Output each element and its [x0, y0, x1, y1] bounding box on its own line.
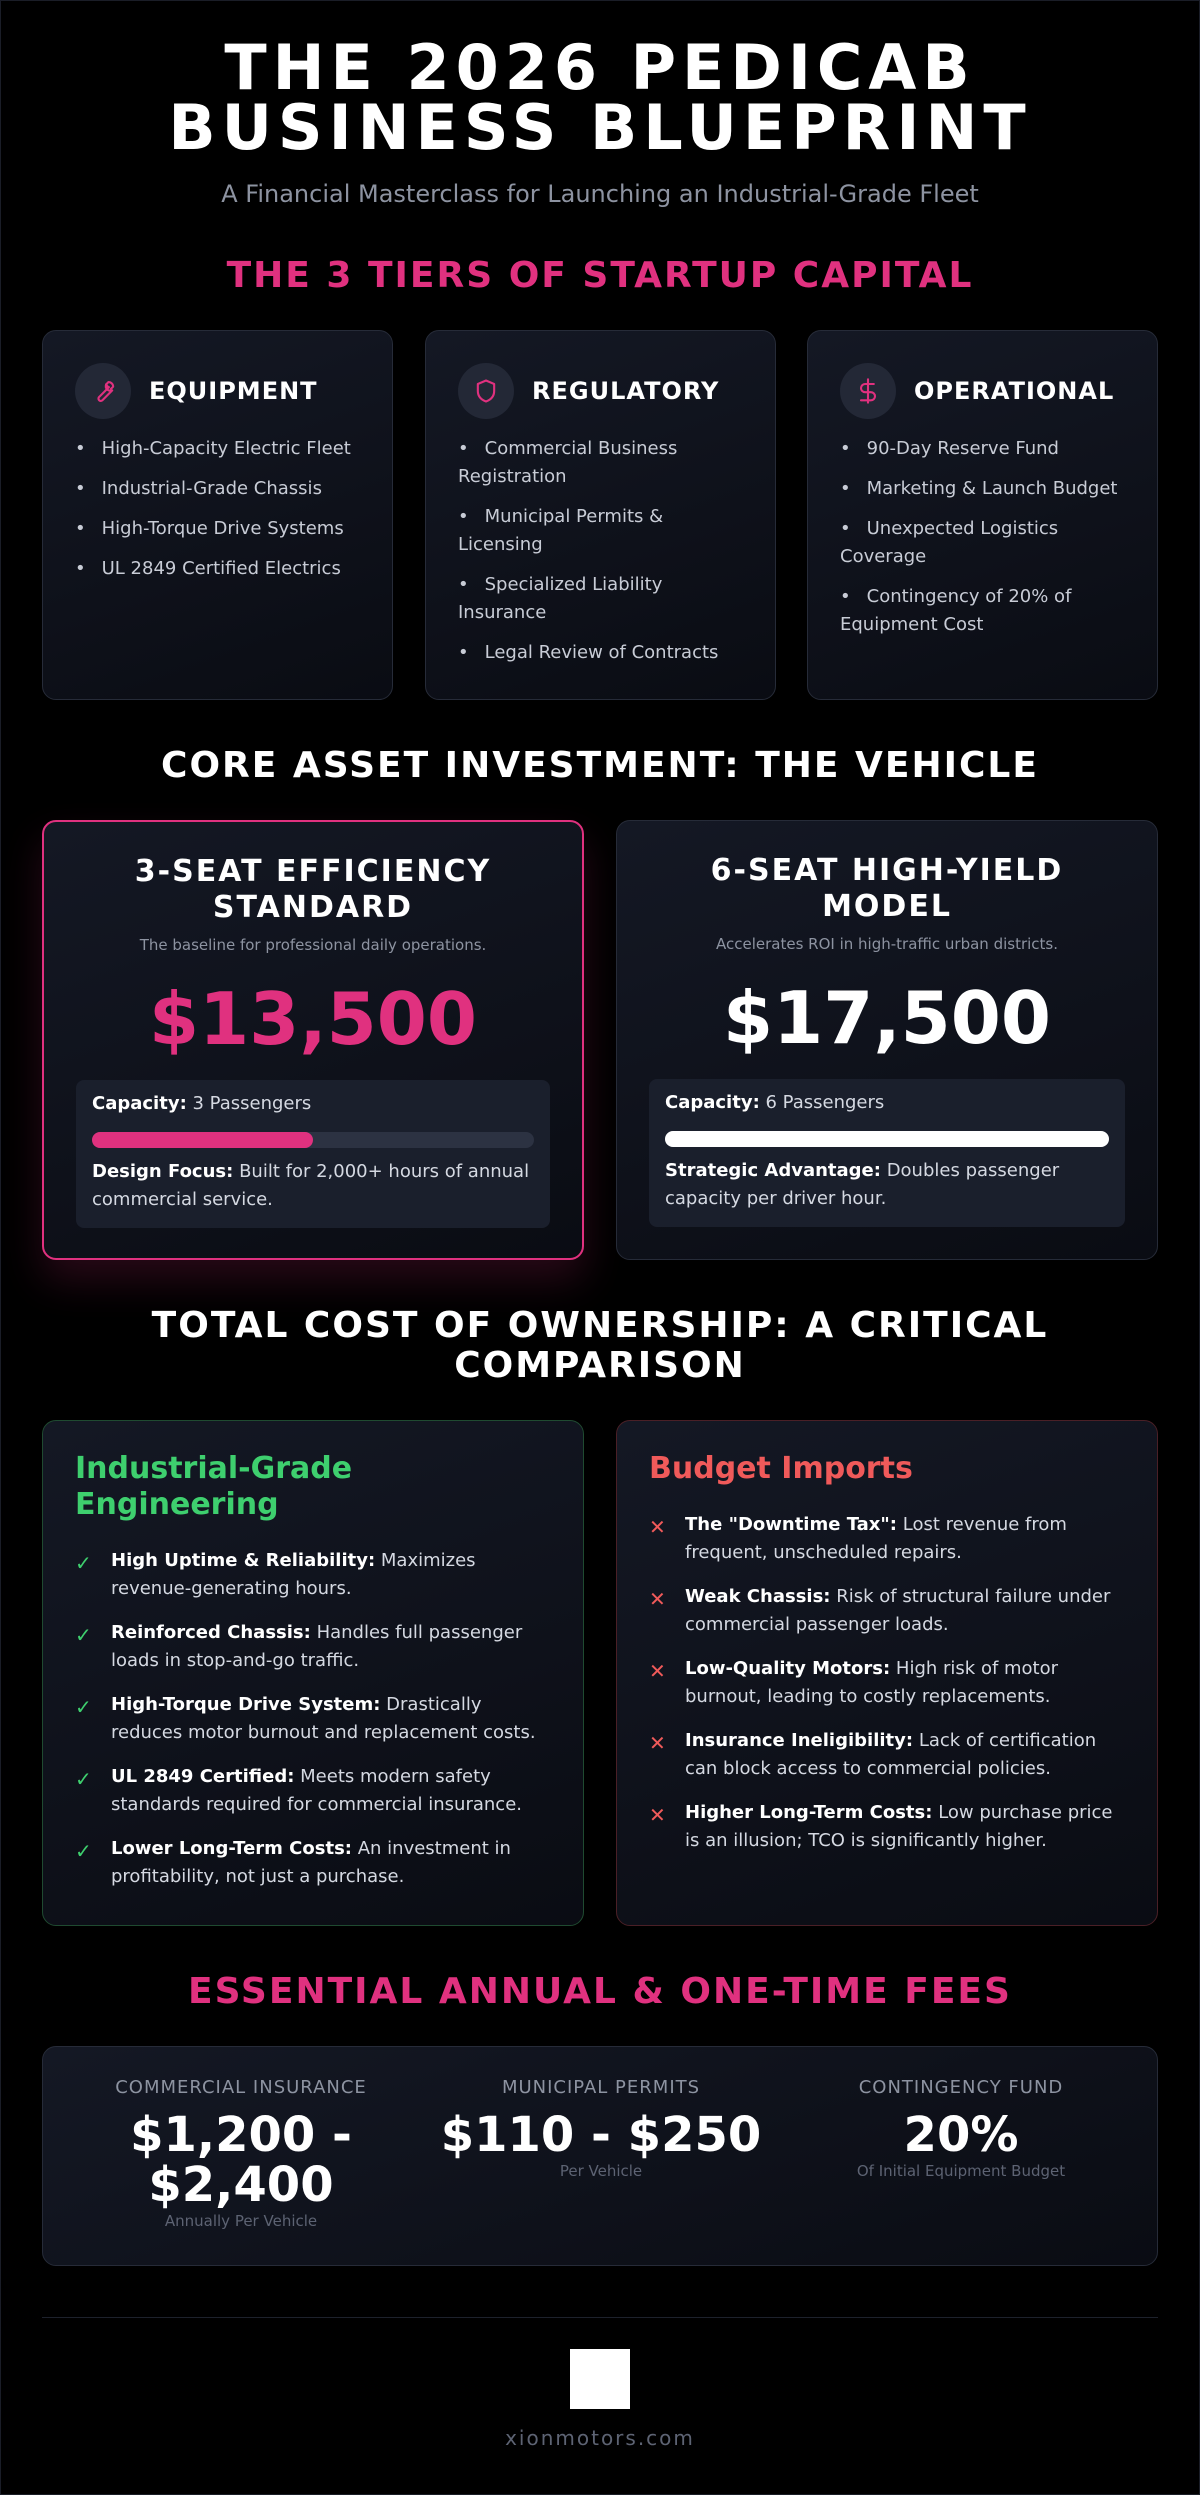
- list-item: [75, 1691, 551, 1747]
- tco-industrial-list: [75, 1547, 551, 1907]
- vehicle-price: $17,500: [723, 976, 1051, 1060]
- tco-industrial-title-line-1: Industrial-Grade: [75, 1451, 353, 1486]
- tier-title: REGULATORY: [532, 377, 720, 405]
- fee-value: 20%: [903, 2107, 1019, 2163]
- item-bold: The "Downtime Tax":: [685, 1514, 897, 1535]
- fee-label: MUNICIPAL PERMITS: [501, 2077, 701, 2098]
- capacity-value: 3 Passengers: [192, 1093, 312, 1114]
- item-text: Maximizes revenue-generating hours.: [111, 1550, 476, 1599]
- item-bold: Weak Chassis:: [685, 1586, 831, 1607]
- tier-card-operational: [807, 330, 1158, 700]
- list-item: • Commercial Business Registration: [458, 435, 747, 491]
- item-text: High risk of motor burnout, leading to costly replacements.: [685, 1658, 1059, 1707]
- list-item: • High-Torque Drive Systems: [75, 515, 364, 543]
- list-item: [649, 1799, 1125, 1855]
- list-item: • Unexpected Logistics Coverage: [840, 515, 1129, 571]
- capacity-bar-fill: [665, 1131, 1109, 1147]
- fees-card: [42, 2046, 1158, 2266]
- item-text: Lost revenue from frequent, unscheduled repairs.: [685, 1514, 1067, 1563]
- footer-divider: [42, 2317, 1158, 2318]
- item-text: Meets modern safety standards required for commercial insurance.: [111, 1766, 522, 1815]
- vehicle-title: 6-SEAT HIGH-YIELD MODEL: [710, 853, 1064, 924]
- item-bold: High-Torque Drive System:: [111, 1694, 381, 1715]
- tier-item-list: [840, 435, 1129, 651]
- tier-card-regulatory: [425, 330, 776, 700]
- feature-label: Design Focus:: [92, 1161, 234, 1182]
- item-bold: Insurance Ineligibility:: [685, 1730, 914, 1751]
- item-text: Low purchase price is an illusion; TCO is significantly higher.: [685, 1802, 1113, 1851]
- x-icon: ✕: [649, 1515, 666, 1539]
- fee-label: COMMERCIAL INSURANCE: [115, 2077, 367, 2098]
- list-item: • High-Capacity Electric Fleet: [75, 435, 364, 463]
- vehicle-spec-box: [649, 1079, 1125, 1227]
- capacity-value: 6 Passengers: [765, 1092, 885, 1113]
- list-item: • Marketing & Launch Budget: [840, 475, 1129, 503]
- item-text: Drastically reduces motor burnout and replacement costs.: [111, 1694, 536, 1743]
- dollar-icon: [840, 363, 896, 419]
- tiers-section-title: THE 3 TIERS OF STARTUP CAPITAL: [226, 255, 974, 296]
- feature-line: [92, 1158, 534, 1214]
- tco-title-line-2: COMPARISON: [454, 1345, 746, 1386]
- check-icon: ✓: [75, 1551, 92, 1575]
- check-icon: ✓: [75, 1767, 92, 1791]
- x-icon: ✕: [649, 1659, 666, 1683]
- tier-item-list: [458, 435, 747, 679]
- tier-title: EQUIPMENT: [149, 377, 318, 405]
- item-bold: UL 2849 Certified:: [111, 1766, 295, 1787]
- list-item: [649, 1727, 1125, 1783]
- list-item: [75, 1835, 551, 1891]
- list-item: • 90-Day Reserve Fund: [840, 435, 1129, 463]
- tier-card-equipment: [42, 330, 393, 700]
- fee-value: $110 - $250: [440, 2107, 762, 2163]
- footer-url[interactable]: xionmotors.com: [505, 2426, 695, 2450]
- fee-municipal-permits: [421, 2077, 781, 2180]
- fees-section-title: ESSENTIAL ANNUAL & ONE-TIME FEES: [188, 1971, 1012, 2012]
- tco-industrial-title: [75, 1451, 352, 1523]
- tco-card-budget: [616, 1420, 1158, 1926]
- capacity-label: Capacity:: [665, 1092, 760, 1113]
- item-bold: Low-Quality Motors:: [685, 1658, 891, 1679]
- list-item: [75, 1763, 551, 1819]
- fee-note: Per Vehicle: [559, 2162, 643, 2180]
- vehicle-description: Accelerates ROI in high-traffic urban districts.: [716, 935, 1058, 953]
- fee-value: [61, 2107, 421, 2213]
- list-item: [649, 1511, 1125, 1567]
- fee-note: Of Initial Equipment Budget: [856, 2162, 1066, 2180]
- vehicle-spec-box: [76, 1080, 550, 1228]
- vehicle-card-6-seat: [616, 820, 1158, 1260]
- feature-line: [665, 1157, 1109, 1213]
- hero-header: [0, 31, 1200, 208]
- list-item: [75, 1619, 551, 1675]
- capacity-label: Capacity:: [92, 1093, 187, 1114]
- vehicle-description: The baseline for professional daily operations.: [139, 936, 487, 954]
- tco-budget-list: [649, 1511, 1125, 1871]
- fee-note: Annually Per Vehicle: [164, 2212, 318, 2230]
- shield-icon: [458, 363, 514, 419]
- tier-item-list: [75, 435, 364, 595]
- tco-section-title: [0, 1306, 1200, 1386]
- fee-label: CONTINGENCY FUND: [858, 2077, 1064, 2098]
- item-bold: High Uptime & Reliability:: [111, 1550, 376, 1571]
- list-item: • Contingency of 20% of Equipment Cost: [840, 583, 1129, 639]
- item-text: Handles full passenger loads in stop-and-go traffic.: [111, 1622, 523, 1671]
- vehicle-title: 3-SEAT EFFICIENCY STANDARD: [134, 854, 492, 925]
- feature-value: Built for 2,000+ hours of annual commercial service.: [92, 1161, 530, 1210]
- fee-contingency-fund: [781, 2077, 1141, 2180]
- tco-card-industrial: [42, 1420, 584, 1926]
- x-icon: ✕: [649, 1803, 666, 1827]
- check-icon: ✓: [75, 1839, 92, 1863]
- capacity-line: [92, 1090, 534, 1118]
- item-bold: Reinforced Chassis:: [111, 1622, 311, 1643]
- tco-budget-title: Budget Imports: [649, 1451, 913, 1486]
- brand-logo: [570, 2349, 630, 2409]
- feature-label: Strategic Advantage:: [665, 1160, 881, 1181]
- wrench-icon: [75, 363, 131, 419]
- list-item: [649, 1583, 1125, 1639]
- fee-value-line-2: $2,400: [148, 2157, 334, 2213]
- x-icon: ✕: [649, 1587, 666, 1611]
- capacity-bar: [665, 1131, 1109, 1147]
- page-title-line-2: BUSINESS BLUEPRINT: [168, 91, 1032, 164]
- x-icon: ✕: [649, 1731, 666, 1755]
- list-item: [649, 1655, 1125, 1711]
- page-subtitle: A Financial Masterclass for Launching an Industrial-Grade Fleet: [221, 180, 979, 208]
- page-title-line-1: THE 2026 PEDICAB: [224, 31, 976, 104]
- check-icon: ✓: [75, 1695, 92, 1719]
- tier-title: OPERATIONAL: [914, 377, 1115, 405]
- feature-value: Doubles passenger capacity per driver hour.: [665, 1160, 1060, 1209]
- capacity-line: [665, 1089, 1109, 1117]
- tco-industrial-title-line-2: Engineering: [75, 1487, 279, 1522]
- fee-value-line-1: $1,200 -: [130, 2107, 352, 2163]
- page-title: [0, 31, 1200, 164]
- vehicle-card-3-seat: [42, 820, 584, 1260]
- item-text: An investment in profitability, not just a purchase.: [111, 1838, 511, 1887]
- list-item: • Industrial-Grade Chassis: [75, 475, 364, 503]
- item-text: Risk of structural failure under commercial passenger loads.: [685, 1586, 1111, 1635]
- list-item: • Legal Review of Contracts: [458, 639, 747, 667]
- capacity-bar: [92, 1132, 534, 1148]
- item-bold: Higher Long-Term Costs:: [685, 1802, 933, 1823]
- capacity-bar-fill: [92, 1132, 313, 1148]
- vehicle-section-title: CORE ASSET INVESTMENT: THE VEHICLE: [161, 745, 1039, 786]
- item-text: Lack of certification can block access to commercial policies.: [685, 1730, 1097, 1779]
- list-item: • UL 2849 Certified Electrics: [75, 555, 364, 583]
- vehicle-price: $13,500: [149, 977, 477, 1061]
- fee-commercial-insurance: [61, 2077, 421, 2230]
- tco-title-line-1: TOTAL COST OF OWNERSHIP: A CRITICAL: [151, 1305, 1049, 1346]
- list-item: • Specialized Liability Insurance: [458, 571, 747, 627]
- list-item: • Municipal Permits & Licensing: [458, 503, 747, 559]
- list-item: [75, 1547, 551, 1603]
- item-bold: Lower Long-Term Costs:: [111, 1838, 352, 1859]
- check-icon: ✓: [75, 1623, 92, 1647]
